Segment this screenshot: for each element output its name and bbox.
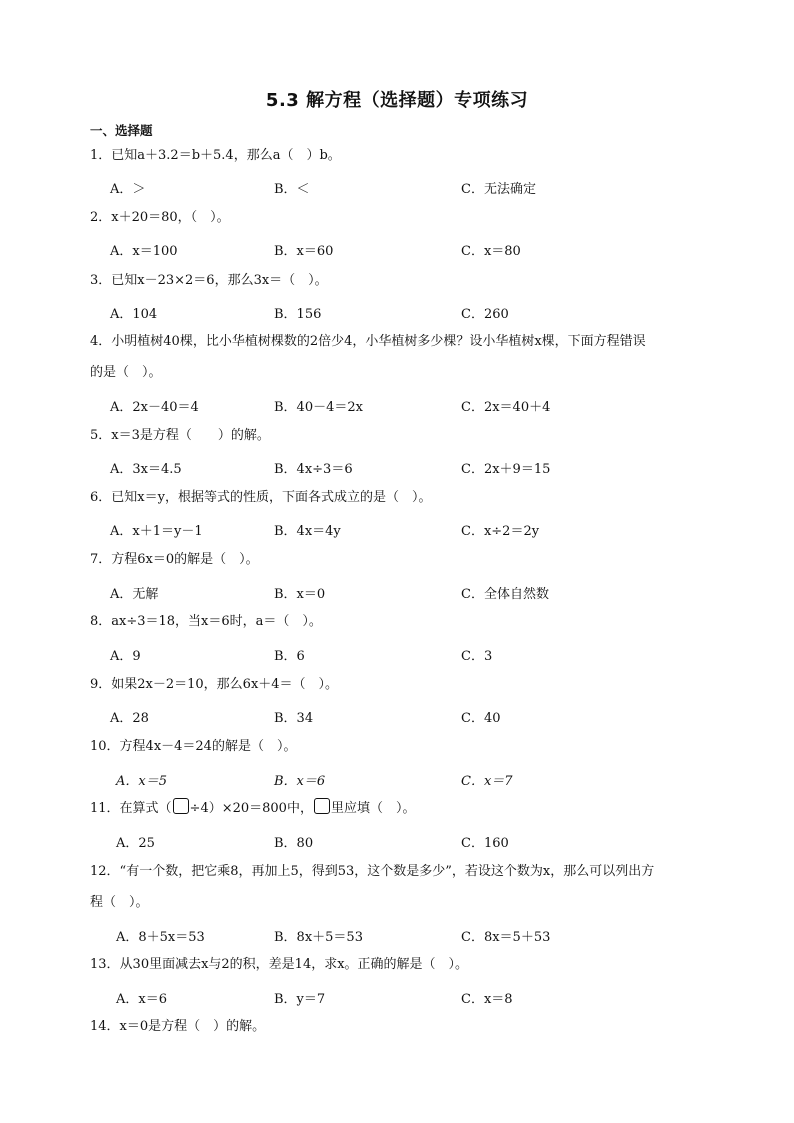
option-a[interactable]: A．x＝5 bbox=[116, 774, 167, 789]
options-7 bbox=[0, 583, 794, 605]
option-c[interactable]: C．x＝7 bbox=[461, 774, 513, 789]
question-3: 3．已知x－23×2＝6，那么3x＝（ ）。 bbox=[90, 273, 328, 288]
question-6: 6．已知x＝y，根据等式的性质，下面各式成立的是（ ）。 bbox=[90, 490, 432, 505]
question-11-mid: ÷4）×20＝800中， bbox=[189, 801, 313, 816]
question-14: 14．x＝0是方程（ ）的解。 bbox=[90, 1019, 266, 1034]
option-c[interactable]: C．8x＝5＋53 bbox=[461, 930, 551, 945]
option-b[interactable]: B．x＝0 bbox=[274, 587, 326, 602]
page-title: 5.3 解方程（选择题）专项练习 bbox=[265, 90, 529, 111]
option-a[interactable]: A．3x＝4.5 bbox=[110, 462, 182, 477]
options-2 bbox=[0, 240, 794, 262]
option-c[interactable]: C．40 bbox=[461, 711, 501, 726]
options-13 bbox=[0, 988, 794, 1010]
option-c[interactable]: C．160 bbox=[461, 836, 509, 851]
options-11 bbox=[0, 832, 794, 854]
option-a[interactable]: A．x＋1＝y－1 bbox=[110, 524, 203, 539]
question-10: 10．方程4x－4＝24的解是（ ）。 bbox=[90, 739, 297, 754]
option-a[interactable]: A．x＝6 bbox=[116, 992, 167, 1007]
option-c[interactable]: C．x÷2＝2y bbox=[461, 524, 540, 539]
question-7: 7．方程6x＝0的解是（ ）。 bbox=[90, 552, 259, 567]
option-a[interactable]: A．无解 bbox=[110, 587, 159, 602]
options-3 bbox=[0, 303, 794, 325]
options-6 bbox=[0, 520, 794, 542]
question-11 bbox=[90, 793, 710, 824]
option-b[interactable]: B．8x＋5＝53 bbox=[274, 930, 363, 945]
option-b[interactable]: B．156 bbox=[274, 307, 322, 322]
option-a[interactable]: A．8＋5x＝53 bbox=[116, 930, 205, 945]
section-heading: 一、选择题 bbox=[90, 123, 153, 138]
option-b[interactable]: B．4x÷3＝6 bbox=[274, 462, 353, 477]
option-b[interactable]: B．x＝60 bbox=[274, 244, 334, 259]
option-c[interactable]: C．全体自然数 bbox=[461, 587, 549, 602]
options-5 bbox=[0, 458, 794, 480]
blank-box-icon bbox=[173, 798, 189, 814]
options-10 bbox=[0, 770, 794, 792]
option-b[interactable]: B．y＝7 bbox=[274, 992, 326, 1007]
option-a[interactable]: A．x＝100 bbox=[110, 244, 178, 259]
question-9: 9．如果2x－2＝10，那么6x＋4＝（ ）。 bbox=[90, 677, 339, 692]
options-9 bbox=[0, 707, 794, 729]
options-8 bbox=[0, 645, 794, 667]
option-a[interactable]: A．104 bbox=[110, 307, 158, 322]
option-b[interactable]: B．＜ bbox=[274, 182, 310, 197]
options-4 bbox=[0, 396, 794, 418]
option-b[interactable]: B．4x＝4y bbox=[274, 524, 341, 539]
option-c[interactable]: C．x＝80 bbox=[461, 244, 521, 259]
question-2: 2．x＋20＝80，（ ）。 bbox=[90, 210, 230, 225]
option-c[interactable]: C．2x＋9＝15 bbox=[461, 462, 551, 477]
option-c[interactable]: C．x＝8 bbox=[461, 992, 513, 1007]
question-5: 5．x＝3是方程（ ）的解。 bbox=[90, 428, 270, 443]
option-a[interactable]: A．2x－40＝4 bbox=[110, 400, 199, 415]
question-4-cont: 的是（ ）。 bbox=[90, 365, 162, 380]
options-12 bbox=[0, 926, 794, 948]
question-13: 13．从30里面减去x与2的积，差是14，求x。正确的解是（ ）。 bbox=[90, 957, 469, 972]
option-b[interactable]: B．40－4＝2x bbox=[274, 400, 363, 415]
question-4: 4．小明植树40棵，比小华植树棵数的2倍少4，小华植树多少棵？设小华植树x棵，下面方程错误 bbox=[90, 334, 646, 349]
option-a[interactable]: A．25 bbox=[116, 836, 155, 851]
option-a[interactable]: A．＞ bbox=[110, 182, 146, 197]
question-11-pre: 11．在算式（ bbox=[90, 801, 172, 816]
blank-box-icon bbox=[314, 798, 330, 814]
option-b[interactable]: B．x＝6 bbox=[274, 774, 326, 789]
question-12: 12．“有一个数，把它乘8，再加上5，得到53，这个数是多少”，若设这个数为x，那么可以列出方 bbox=[90, 864, 655, 879]
option-c[interactable]: C．2x＝40＋4 bbox=[461, 400, 551, 415]
option-c[interactable]: C．260 bbox=[461, 307, 509, 322]
option-b[interactable]: B．6 bbox=[274, 649, 305, 664]
option-a[interactable]: A．9 bbox=[110, 649, 141, 664]
option-c[interactable]: C．3 bbox=[461, 649, 493, 664]
option-b[interactable]: B．80 bbox=[274, 836, 314, 851]
question-8: 8．ax÷3＝18，当x＝6时，a＝（ ）。 bbox=[90, 614, 322, 629]
question-1: 1．已知a＋3.2＝b＋5.4，那么a（ ）b。 bbox=[90, 148, 341, 163]
options-1 bbox=[0, 178, 794, 200]
question-11-post: 里应填（ ）。 bbox=[330, 801, 416, 816]
option-a[interactable]: A．28 bbox=[110, 711, 149, 726]
question-12-cont: 程（ ）。 bbox=[90, 895, 149, 910]
option-c[interactable]: C．无法确定 bbox=[461, 182, 536, 197]
option-b[interactable]: B．34 bbox=[274, 711, 314, 726]
